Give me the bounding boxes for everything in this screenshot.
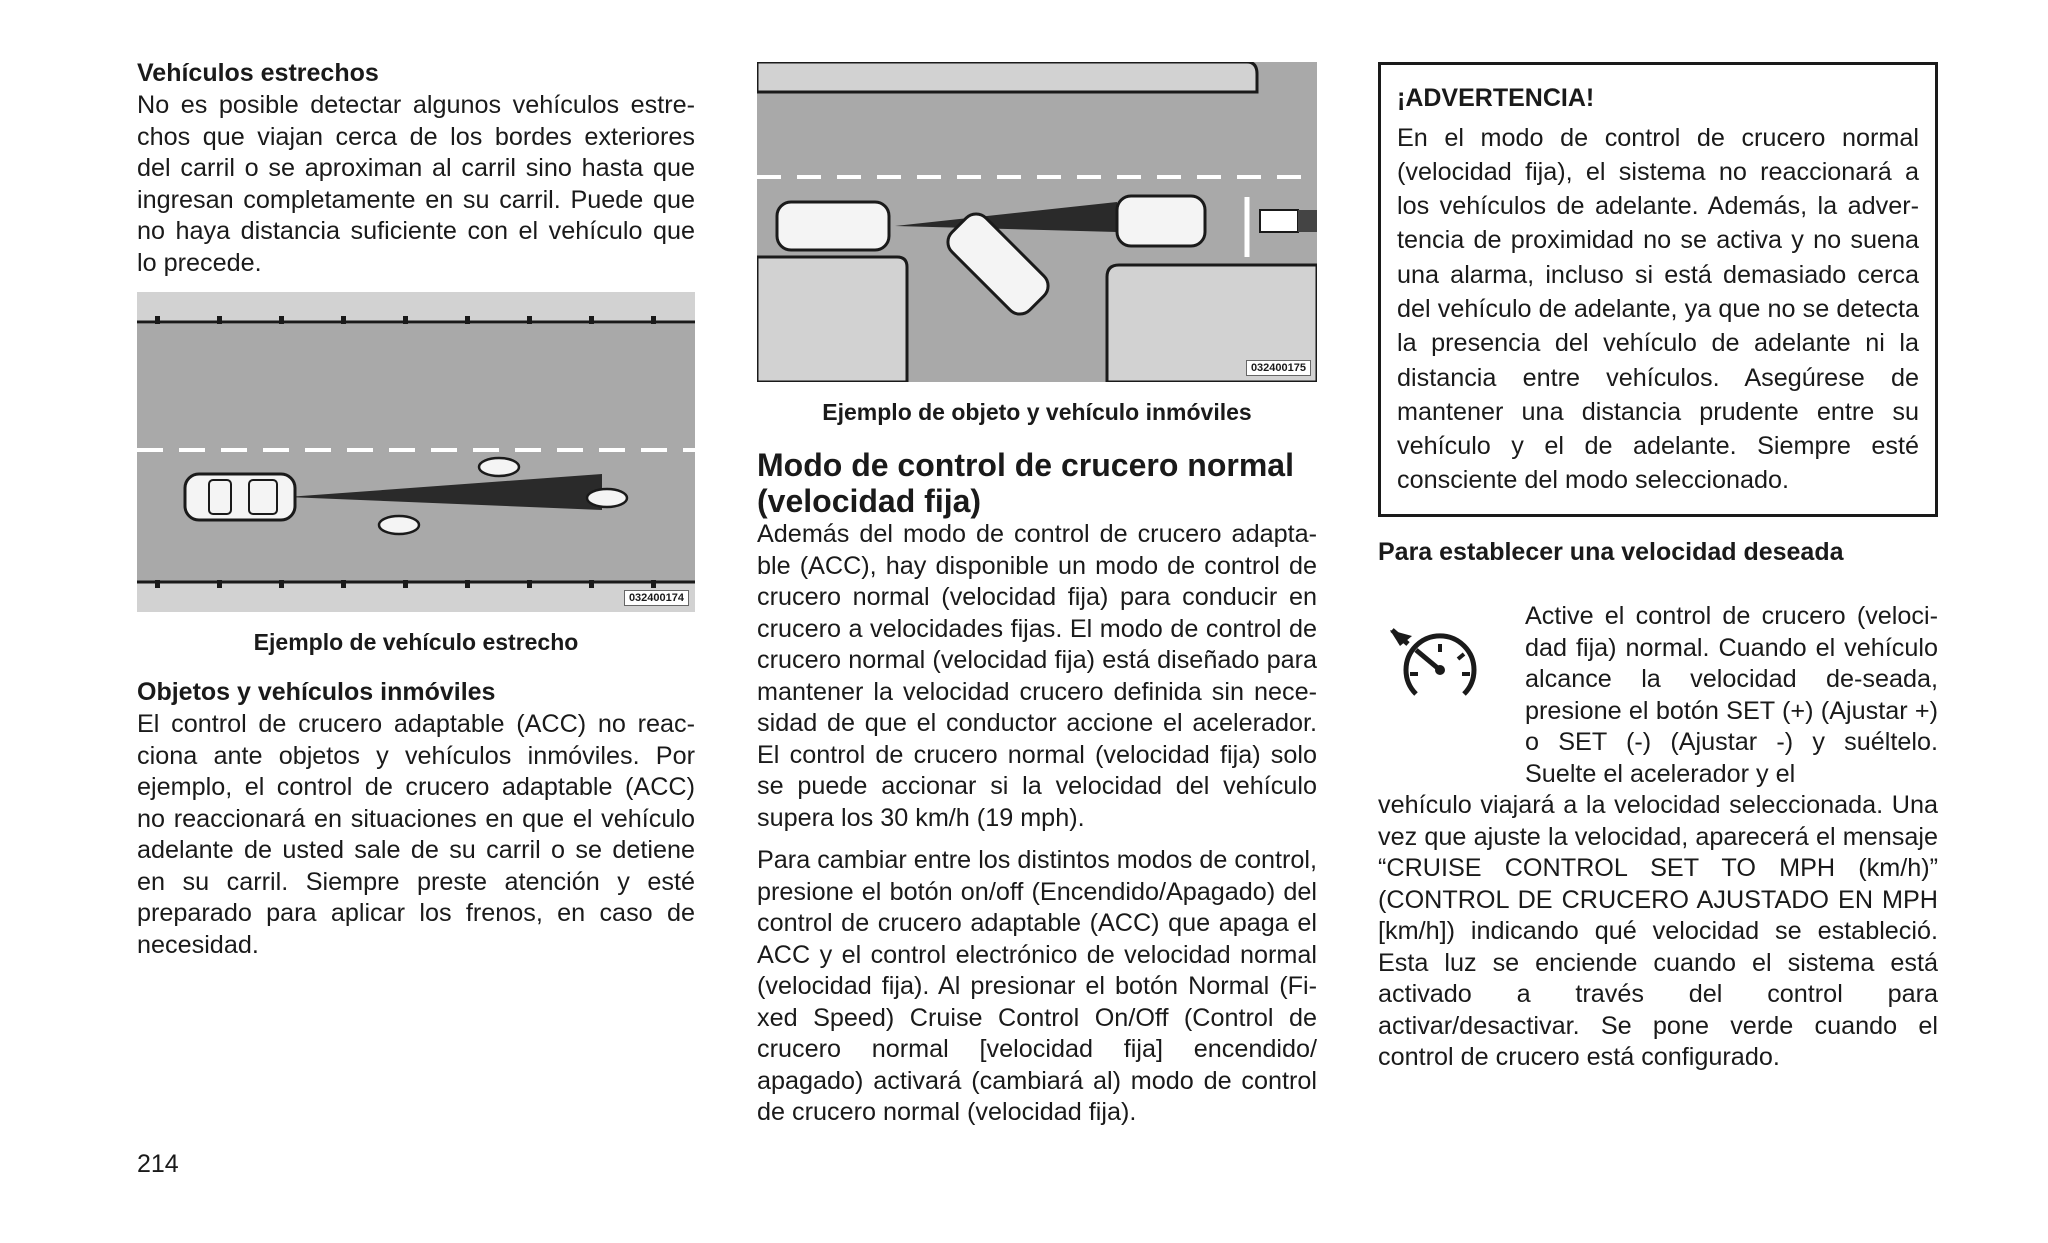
figure-code: 032400174 — [624, 590, 689, 606]
paragraph-narrow-vehicles: No es posible detectar algunos vehículos estre-chos que viajan cerca de los bordes exteriores del carril o se aproximan al carril sino hasta que ingresan completamente en su carril. Puede que no haya distancia suficiente con el vehículo que lo precede. — [137, 91, 695, 277]
narrow-vehicle-illustration — [137, 292, 695, 612]
heading-set-speed: Para establecer una velocidad deseada — [1378, 538, 1844, 566]
figure-stationary-vehicle — [757, 62, 1317, 382]
paragraph-set-speed-full: vehículo viajará a la velocidad seleccionada. Una vez que ajuste la velocidad, aparecerá el mensaje “CRUISE CONTROL SET TO MPH (km/h)” (CONTROL DE CRUCERO AJUSTADO EN MPH [km/h]) indicando qué velocidad se estableció. Esta luz se enciende cuando el sistema está activado a través del control para activar/desactivar. Se pone verde cuando el control de crucero está configurado. — [1378, 791, 1938, 1071]
warning-box — [1378, 62, 1938, 517]
warning-title: ¡ADVERTENCIA! — [1397, 84, 1595, 112]
figure-caption: Ejemplo de objeto y vehículo inmóviles — [822, 399, 1252, 425]
heading-stationary-objects: Objetos y vehículos inmóviles — [137, 678, 496, 706]
paragraph-normal-cruise-intro: Además del modo de control de crucero adapta-ble (ACC), hay disponible un modo de control de crucero normal (velocidad fija) para conducir en crucero a velocidades fijas. El modo de control de crucero normal (velocidad fija) está diseñado para mantener la velocidad crucero definida sin nece-sidad de que el conductor accione el acelerador. El control de crucero normal (velocidad fija) solo se puede accionar si la velocidad del vehículo supera los 30 km/h (19 mph). — [757, 520, 1317, 832]
stationary-vehicle-illustration — [757, 62, 1317, 382]
paragraph-stationary-objects: El control de crucero adaptable (ACC) no reac-ciona ante objetos y vehículos inmóviles. Por ejemplo, el control de crucero adaptable (ACC) no reaccionará en situaciones en que el vehículo adelante de usted sale de su carril o se detiene en su carril. Siempre preste atención y esté preparado para aplicar los frenos, en caso de necesidad. — [137, 710, 695, 959]
figure-narrow-vehicle — [137, 292, 695, 612]
figure-caption: Ejemplo de vehículo estrecho — [253, 629, 579, 655]
cruise-control-icon — [1386, 622, 1486, 712]
figure-code: 032400175 — [1246, 360, 1311, 376]
paragraph-set-speed-wrap: Active el control de crucero (veloci-dad fija) normal. Cuando el vehículo alcance la velocidad de-seada, presione el botón SET (+) (Ajustar +) o SET (-) (Ajustar -) y suéltelo. Suelte el acelerador y el — [1525, 602, 1938, 788]
page-number: 214 — [137, 1150, 179, 1178]
heading-narrow-vehicles: Vehículos estrechos — [137, 59, 379, 87]
paragraph-mode-switch: Para cambiar entre los distintos modos de control, presione el botón on/off (Encendido/Apagado) del control de crucero adaptable (ACC) que apaga el ACC y el control electrónico de velocidad normal (velocidad fija). Al presionar el botón Normal (Fi-xed Speed) Cruise Control On/Off (Control de crucero normal [velocidad fija] encendido/ apagado) activará (cambiará al) modo de control de crucero normal (velocidad fija). — [757, 846, 1317, 1126]
section-heading-normal-cruise: Modo de control de crucero normal (velocidad fija) — [757, 447, 1294, 519]
warning-text: En el modo de control de crucero normal (velocidad fija), el sistema no reaccionará a los vehículos de adelante. Además, la adver-tencia de proximidad no se activa y no suena una alarma, incluso si está demasiado cerca del vehículo de adelante, ya que no se detecta la presencia del vehículo de adelante ni la distancia entre vehículos. Asegúrese de mantener una distancia prudente entre su vehículo y el de adelante. Siempre esté consciente del modo seleccionado. — [1397, 123, 1919, 495]
